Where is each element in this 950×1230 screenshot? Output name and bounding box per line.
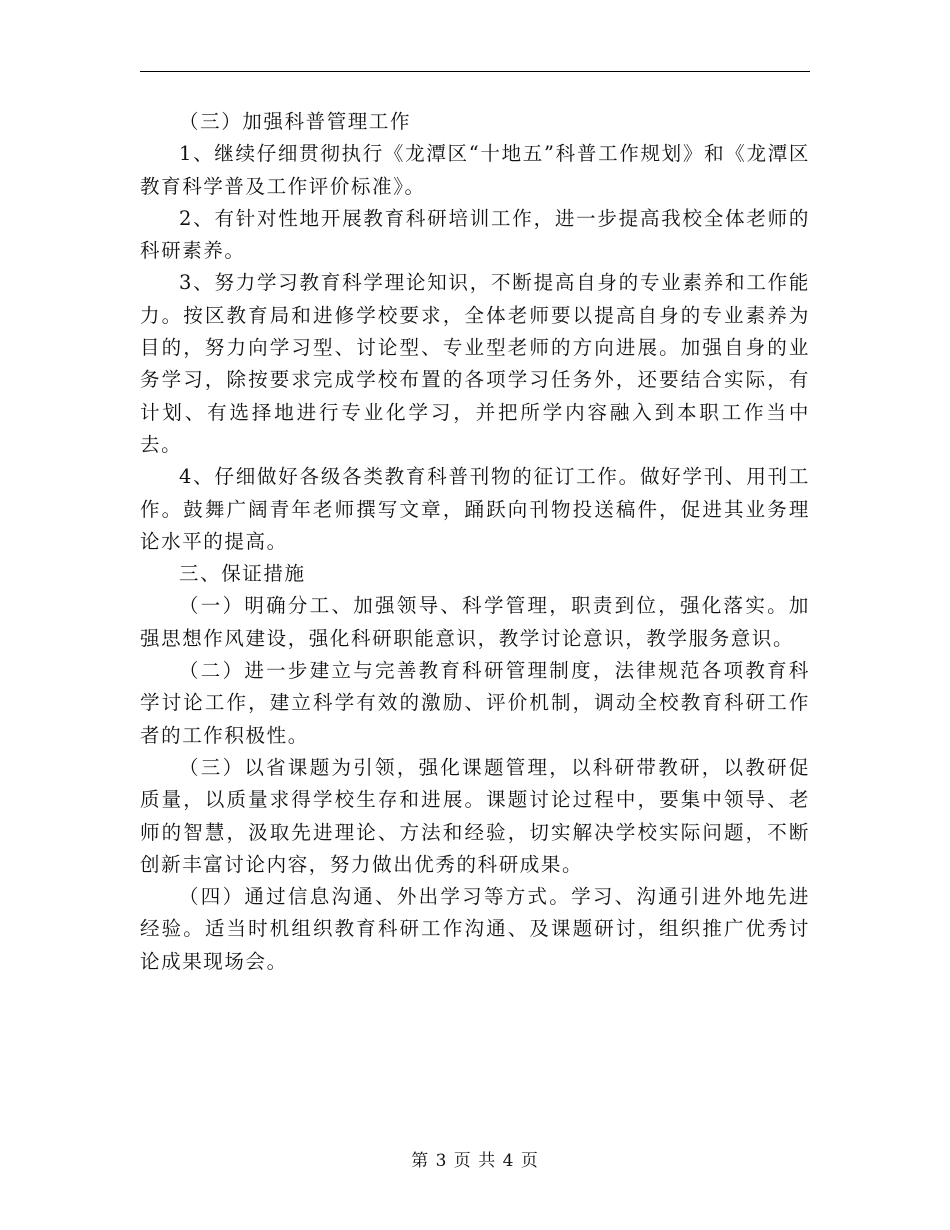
footer-suffix: 页 — [520, 1151, 539, 1171]
paragraph: （一）明确分工、加强领导、科学管理，职责到位，强化落实。加强思想作风建设，强化科研职能意识，教学讨论意识，教学服务意识。 — [140, 594, 810, 650]
footer-prefix: 第 — [411, 1151, 430, 1171]
paragraph: 1、继续仔细贯彻执行《龙潭区“十地五”科普工作规划》和《龙潭区教育科学普及工作评价标准》。 — [140, 142, 810, 198]
paragraph: 4、仔细做好各级各类教育科普刊物的征订工作。做好学刊、用刊工作。鼓舞广阔青年老师撰写文章，踊跃向刊物投送稿件，促进其业务理论水平的提高。 — [140, 465, 810, 553]
document-body — [140, 106, 810, 978]
paragraph: （三）以省课题为引领，强化课题管理，以科研带教研，以教研促质量，以质量求得学校生存和进展。课题讨论过程中，要集中领导、老师的智慧，汲取先进理论、方法和经验，切实解决学校实际问题，不断创新丰富讨论内容，努力做出优秀的科研成果。 — [140, 755, 810, 876]
section-heading-guarantee-measures: 三、保证措施 — [179, 562, 306, 586]
section-heading-popular-science: （三）加强科普管理工作 — [179, 110, 412, 133]
footer-middle: 页 共 — [453, 1151, 497, 1171]
paragraph: （二）进一步建立与完善教育科研管理制度，法律规范各项教育科学讨论工作，建立科学有效的激励、评价机制，调动全校教育科研工作者的工作积极性。 — [140, 659, 810, 747]
header-rule — [140, 71, 810, 72]
footer-current-page: 3 — [435, 1151, 448, 1171]
footer-total-pages: 4 — [502, 1151, 515, 1171]
page-footer — [0, 1146, 950, 1171]
paragraph: 2、有针对性地开展教育科研培训工作，进一步提高我校全体老师的科研素养。 — [140, 206, 810, 263]
paragraph: 3、努力学习教育科学理论知识，不断提高自身的专业素养和工作能力。按区教育局和进修学校要求，全体老师要以提高自身的专业素养为目的，努力向学习型、讨论型、专业型老师的方向进展。加强自身的业务学习，除按要求完成学校布置的各项学习任务外，还要结合实际，有计划、有选择地进行专业化学习，并把所学内容融入到本职工作当中去。 — [140, 271, 810, 456]
paragraph: （四）通过信息沟通、外出学习等方式。学习、沟通引进外地先进经验。适当时机组织教育科研工作沟通、及课题研讨，组织推广优秀讨论成果现场会。 — [140, 885, 810, 973]
